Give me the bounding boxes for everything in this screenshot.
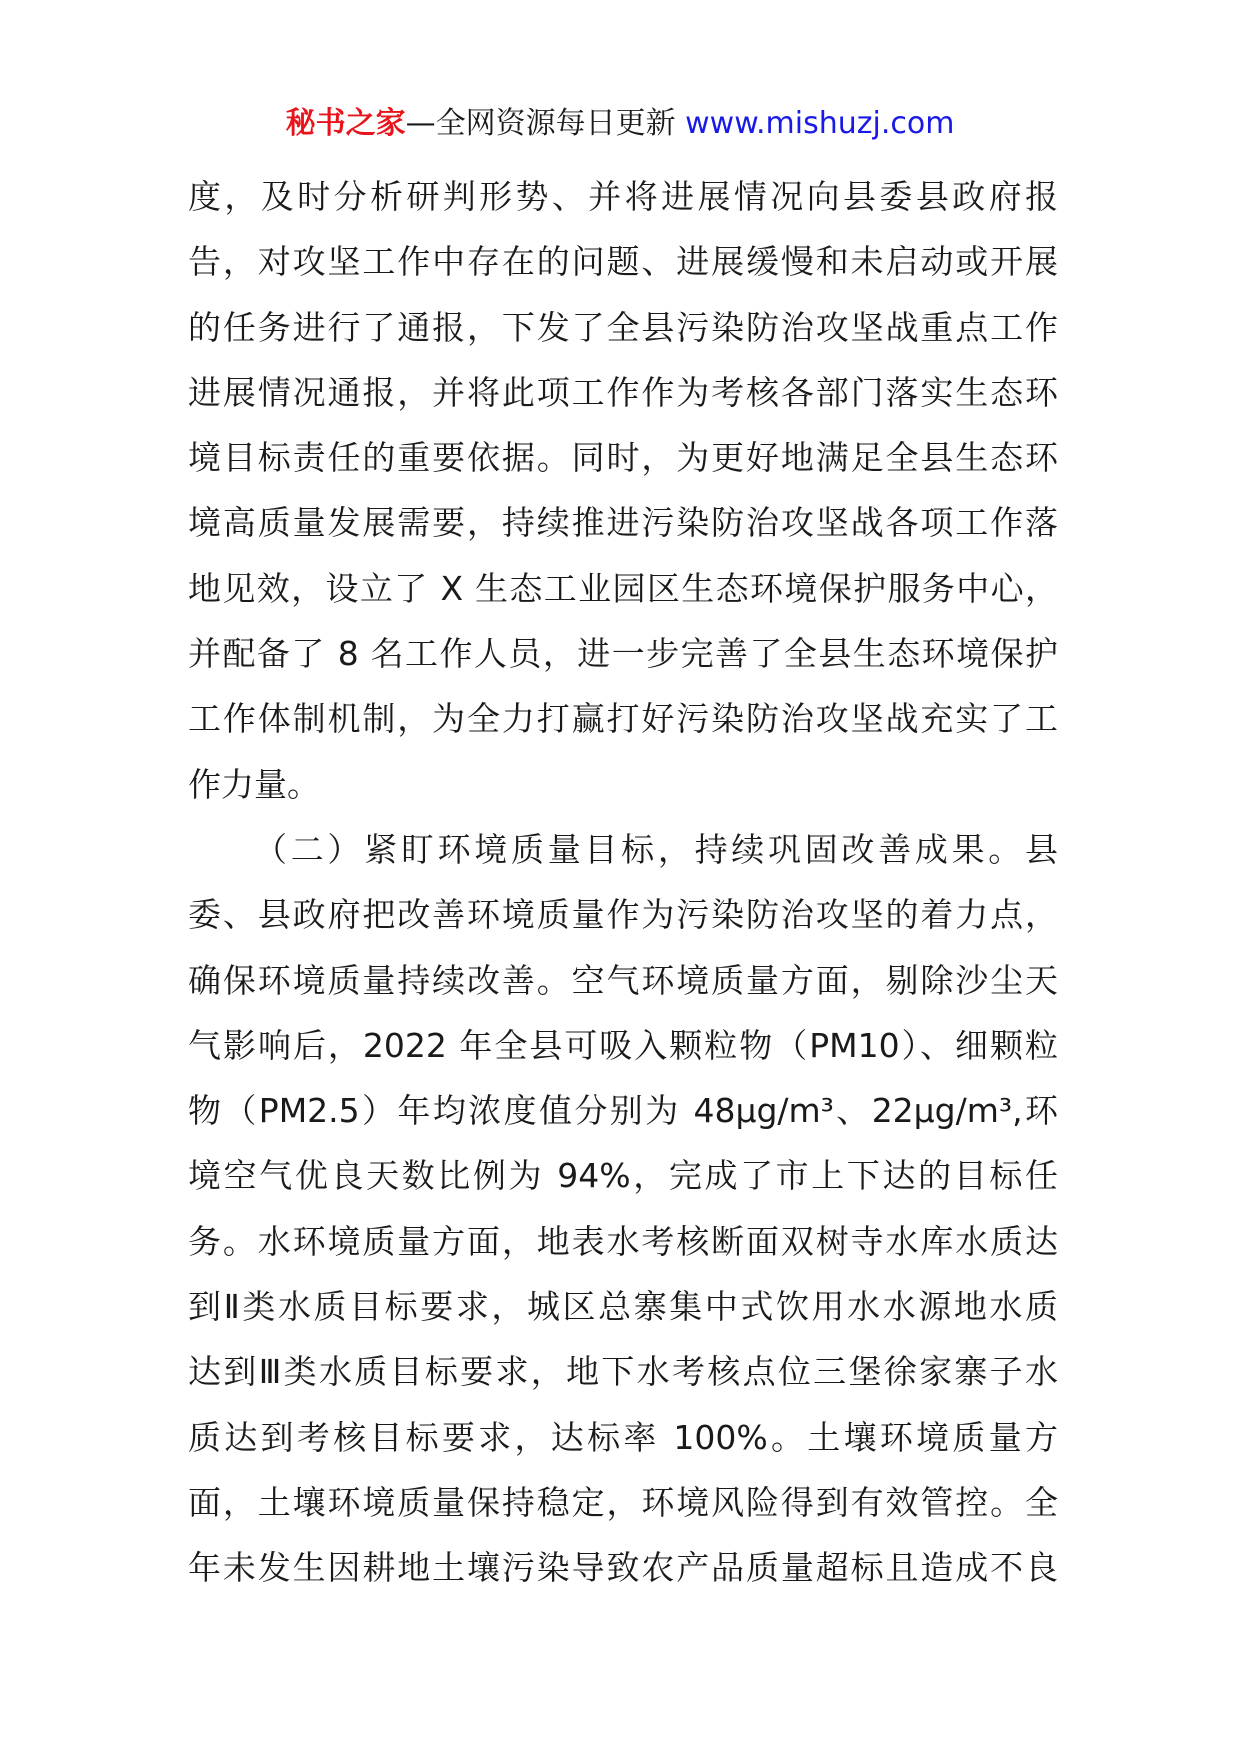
text-line: 工作体制机制，为全力打赢打好污染防治攻坚战充实了工 [188, 699, 1058, 739]
page-header [0, 102, 1240, 146]
document-body [188, 164, 1058, 1601]
text-line: 达到Ⅲ类水质目标要求，地下水考核点位三堡徐家寨子水 [188, 1352, 1058, 1392]
text-line: 确保环境质量持续改善。空气环境质量方面，剔除沙尘天 [188, 960, 1058, 1000]
text-line: 委、县政府把改善环境质量作为污染防治攻坚的着力点， [188, 895, 1058, 935]
text-line: 到Ⅱ类水质目标要求，城区总寨集中式饮用水水源地水质 [188, 1287, 1058, 1327]
text-line: 气影响后，2022 年全县可吸入颗粒物（PM10）、细颗粒 [188, 1025, 1058, 1065]
header-tagline: —全网资源每日更新 [405, 106, 686, 141]
text-line: 年未发生因耕地土壤污染导致农产品质量超标且造成不良 [188, 1548, 1058, 1588]
text-line: 进展情况通报，并将此项工作作为考核各部门落实生态环 [188, 372, 1058, 412]
website-link[interactable]: www.mishuzj.com [685, 106, 955, 141]
text-line: 务。水环境质量方面，地表水考核断面双树寺水库水质达 [188, 1221, 1058, 1261]
brand-name: 秘书之家 [285, 106, 406, 141]
text-line: 告，对攻坚工作中存在的问题、进展缓慢和未启动或开展 [188, 242, 1058, 282]
text-line: 物（PM2.5）年均浓度值分别为 48μg/m³、22μg/m³,环 [188, 1091, 1058, 1131]
text-line: 境空气优良天数比例为 94%，完成了市上下达的目标任 [188, 1156, 1058, 1196]
text-line: 的任务进行了通报，下发了全县污染防治攻坚战重点工作 [188, 307, 1058, 347]
text-line: 并配备了 8 名工作人员，进一步完善了全县生态环境保护 [188, 634, 1058, 674]
text-line: 面，土壤环境质量保持稳定，环境风险得到有效管控。全 [188, 1482, 1058, 1522]
text-line: 度，及时分析研判形势、并将进展情况向县委县政府报 [188, 177, 1058, 216]
text-line: 境高质量发展需要，持续推进污染防治攻坚战各项工作落 [188, 503, 1058, 543]
text-line: 质达到考核目标要求，达标率 100%。土壤环境质量方 [188, 1417, 1058, 1457]
text-line: 境目标责任的重要依据。同时，为更好地满足全县生态环 [188, 438, 1058, 478]
text-line: 地见效，设立了 X 生态工业园区生态环境保护服务中心， [188, 568, 1058, 608]
paragraph-end-line: 作力量。 [188, 764, 320, 804]
section-heading-line: （二）紧盯环境质量目标，持续巩固改善成果。县 [254, 829, 1058, 869]
